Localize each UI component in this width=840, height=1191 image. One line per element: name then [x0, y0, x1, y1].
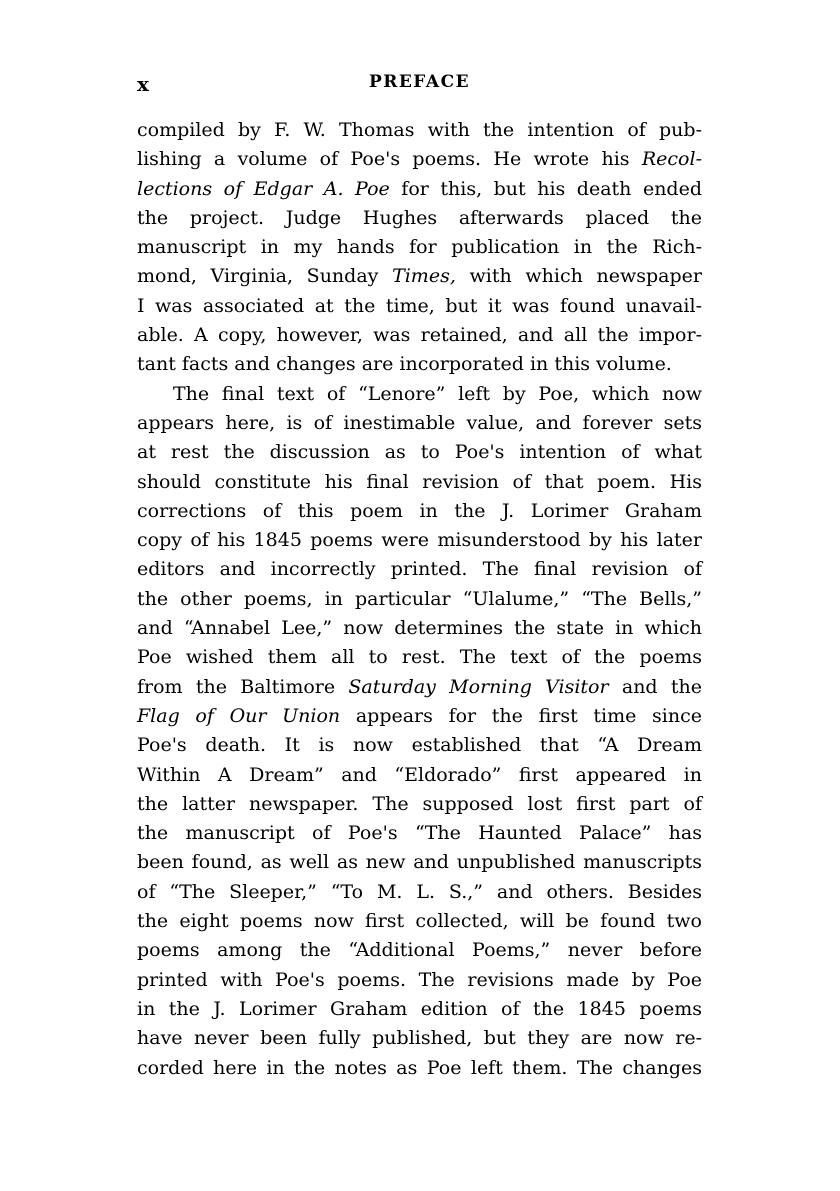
- page-number: x: [137, 72, 150, 96]
- text-run: lishing a volume of Poe's poems. He wrote his: [137, 148, 642, 171]
- text-run: the manuscript of Poe's “The Haunted Palace” has: [137, 822, 702, 845]
- text-run: Poe wished them all to rest. The text of the poems: [137, 646, 702, 669]
- text-line: [137, 1054, 702, 1083]
- text-run: from the Baltimore: [137, 675, 349, 698]
- text-run: The final text of “Lenore” left by Poe, which now: [173, 382, 702, 405]
- text-run: editors and incorrectly printed. The final revision of: [137, 558, 702, 581]
- text-run: have never been fully published, but they are now re-: [137, 1027, 702, 1050]
- text-run: Within A Dream” and “Eldorado” first appeared in: [137, 763, 702, 786]
- text-line: [137, 145, 702, 174]
- italic-text: Recol-: [641, 148, 702, 171]
- text-run: and “Annabel Lee,” now determines the state in which: [137, 617, 702, 640]
- text-run: in the J. Lorimer Graham edition of the 1845 poems: [137, 997, 702, 1020]
- italic-text: Saturday Morning Visitor: [348, 675, 609, 698]
- text-run: I was associated at the time, but it was found unavail-: [137, 294, 702, 317]
- text-run: printed with Poe's poems. The revisions made by Poe: [137, 968, 702, 991]
- text-line: [137, 116, 702, 145]
- text-run: manuscript in my hands for publication in the Rich-: [137, 236, 702, 259]
- text-run: corrections of this poem in the J. Lorimer Graham: [137, 499, 702, 522]
- text-run: the eight poems now first collected, will be found two: [137, 910, 702, 933]
- text-line: [137, 761, 702, 790]
- text-run: tant facts and changes are incorporated in this volume.: [137, 353, 672, 376]
- text-line: [137, 614, 702, 643]
- text-line: [137, 907, 702, 936]
- text-line: [137, 468, 702, 497]
- text-line: [137, 1024, 702, 1053]
- text-line: [137, 292, 702, 321]
- text-run: appears here, is of inestimable value, and forever sets: [137, 411, 702, 434]
- text-run: the project. Judge Hughes afterwards placed the: [137, 206, 702, 229]
- text-run: for this, but his death ended: [389, 177, 702, 200]
- text-line: [137, 350, 702, 379]
- italic-text: Times,: [392, 265, 456, 288]
- running-title: PREFACE: [368, 72, 471, 92]
- text-run: Poe's death. It is now established that “A Dream: [137, 734, 702, 757]
- text-run: should constitute his final revision of that poem. His: [137, 470, 702, 493]
- text-run: corded here in the notes as Poe left them. The changes: [137, 1056, 702, 1079]
- text-run: mond, Virginia, Sunday: [137, 265, 393, 288]
- text-run: able. A copy, however, was retained, and all the impor-: [137, 324, 702, 347]
- text-line: [137, 878, 702, 907]
- text-run: copy of his 1845 poems were misunderstood by his later: [137, 529, 702, 552]
- text-run: been found, as well as new and unpublished manuscripts: [137, 851, 702, 874]
- text-line: [137, 673, 702, 702]
- text-line: [137, 555, 702, 584]
- text-line: [137, 380, 702, 409]
- text-line: [137, 497, 702, 526]
- paragraph: [137, 116, 702, 380]
- text-run: of “The Sleeper,” “To M. L. S.,” and others. Besides: [137, 880, 702, 903]
- text-line: [137, 409, 702, 438]
- text-line: [137, 175, 702, 204]
- text-run: compiled by F. W. Thomas with the intention of pub-: [137, 119, 702, 141]
- text-line: [137, 438, 702, 467]
- text-line: [137, 966, 702, 995]
- text-line: [137, 819, 702, 848]
- italic-text: lections of Edgar A. Poe: [137, 177, 390, 200]
- text-line: [137, 262, 702, 291]
- text-run: poems among the “Additional Poems,” never before: [137, 939, 702, 962]
- running-head: [137, 72, 702, 96]
- text-line: [137, 233, 702, 262]
- text-run: at rest the discussion as to Poe's intention of what: [137, 441, 702, 464]
- text-run: appears for the first time since: [340, 704, 702, 727]
- text-line: [137, 526, 702, 555]
- text-line: [137, 731, 702, 760]
- text-line: [137, 936, 702, 965]
- text-line: [137, 995, 702, 1024]
- text-line: [137, 702, 702, 731]
- text-line: [137, 643, 702, 672]
- text-run: the other poems, in particular “Ulalume,” “The Bells,”: [137, 587, 702, 610]
- text-run: the latter newspaper. The supposed lost first part of: [137, 792, 702, 815]
- paragraph: [137, 380, 702, 1083]
- text-line: [137, 204, 702, 233]
- text-line: [137, 585, 702, 614]
- text-line: [137, 321, 702, 350]
- text-line: [137, 790, 702, 819]
- italic-text: Flag of Our Union: [137, 704, 341, 727]
- body-text: [137, 116, 702, 1083]
- text-run: with which newspaper: [455, 265, 702, 288]
- text-run: and the: [608, 675, 702, 698]
- text-line: [137, 848, 702, 877]
